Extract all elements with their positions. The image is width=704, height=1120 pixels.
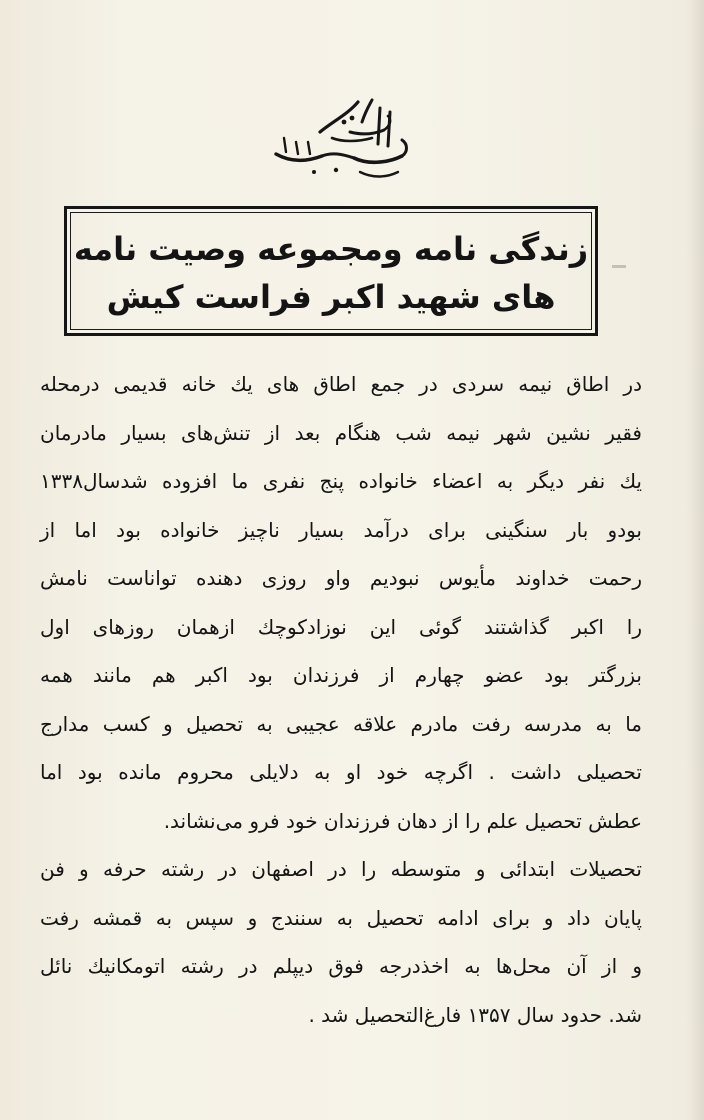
body-text <box>40 360 642 1039</box>
document-title <box>67 225 595 321</box>
body-line: در اطاق نیمه سردی در جمع اطاق های یك خانه قدیمی درمحله <box>40 372 642 396</box>
title-line-2: های شهید اکبر فراست کیش <box>106 278 556 316</box>
body-line: تحصیلی داشت . اگرچه خود او به دلایلی محروم مانده بود اما <box>40 760 642 784</box>
body-line: فقیر نشین شهر نیمه شب هنگام بعد از تنش‌های بسیار مادرمان <box>40 420 642 445</box>
body-line: پایان داد و برای ادامه تحصیل به سنندج و سپس به قمشه رفت <box>40 905 642 930</box>
body-line: رحمت خداوند مأیوس نبودیم واو روزی دهنده تواناست نامش <box>40 566 642 590</box>
margin-mark <box>612 265 626 268</box>
title-line-1: زندگی نامه ومجموعه وصیت نامه <box>73 230 589 268</box>
body-line: بزرگتر بود عضو چهارم از فرزندان بود اکبر هم مانند همه <box>40 663 642 687</box>
body-line: بودو بار سنگینی برای درآمد بسیار ناچیز خانواده بود اما از <box>40 517 642 542</box>
body-line: تحصیلات ابتدائی و متوسطه را در اصفهان در رشته حرفه و فن <box>40 857 642 881</box>
title-frame <box>64 206 598 336</box>
body-line: را اکبر گذاشتند گوئی این نوزادکوچك ازهمان روزهای اول <box>40 614 642 639</box>
body-line: یك نفر دیگر به اعضاء خانواده پنج نفری ما افزوده شدسال۱۳۳۸ <box>40 469 642 493</box>
page-spine-shadow <box>686 0 704 1120</box>
body-line: و از آن محل‌ها به اخذدرجه فوق دیپلم در رشته اتومکانیك نائل <box>40 954 642 978</box>
basmala-calligraphy-logo <box>262 92 432 192</box>
body-line: عطش تحصیل علم را از دهان فرزندان خود فرو می‌نشاند. <box>163 808 642 833</box>
body-line: ما به مدرسه رفت مادرم علاقه عجیبی به تحصیل و کسب مدارج <box>40 711 642 736</box>
body-line: شد. حدود سال ۱۳۵۷ فارغ‌التحصیل شد . <box>308 1002 642 1027</box>
